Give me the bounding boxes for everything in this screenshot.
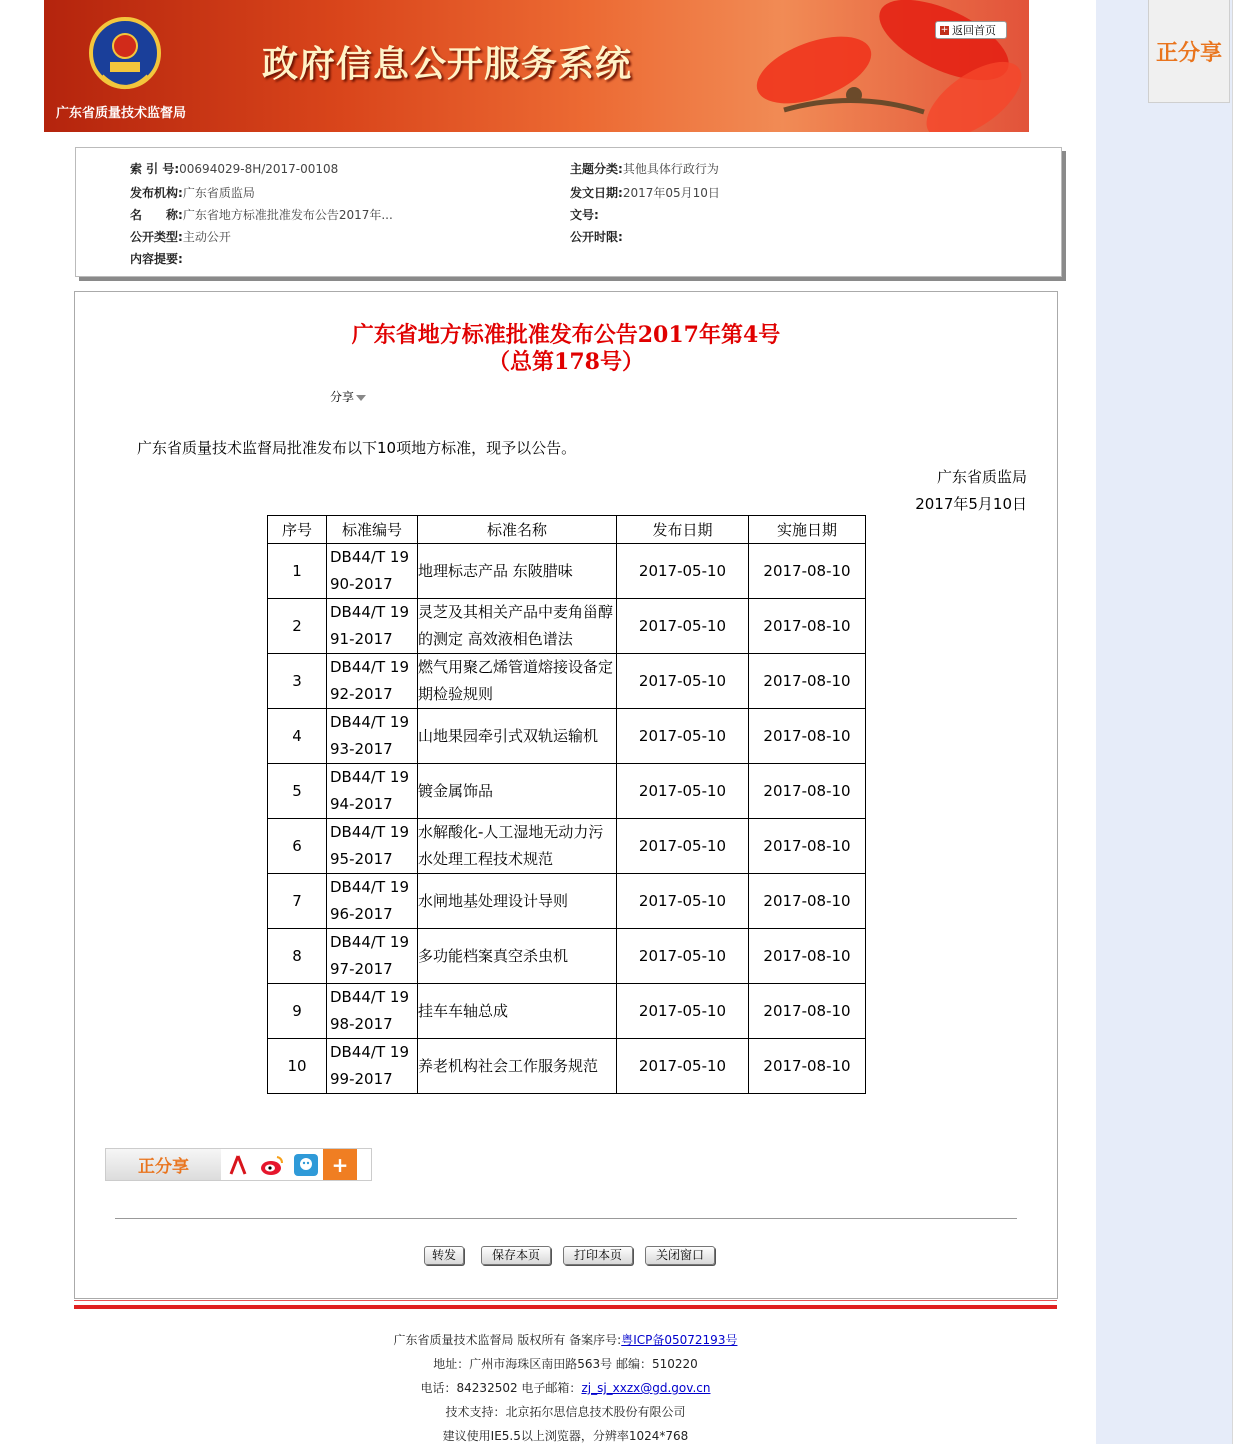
cell-effective-date: 2017-08-10 xyxy=(749,1039,866,1094)
document-content xyxy=(74,291,1058,1299)
intro-text: 广东省质量技术监督局批准发布以下10项地方标准，现予以公告。 xyxy=(137,439,577,457)
col-header: 标准名称 xyxy=(418,516,617,544)
meta-open-limit: 公开时限: xyxy=(570,230,623,244)
side-share-button[interactable]: 正分享 xyxy=(1148,0,1230,103)
cell-code: DB44/T 1996-2017 xyxy=(327,874,418,929)
footer-contact-line xyxy=(74,1376,1057,1400)
table-row xyxy=(268,984,866,1039)
col-header: 序号 xyxy=(268,516,327,544)
table-header-row xyxy=(268,516,866,544)
cell-effective-date: 2017-08-10 xyxy=(749,654,866,709)
phone-text: 电话：84232502 电子邮箱： xyxy=(420,1381,582,1395)
cell-publish-date: 2017-05-10 xyxy=(617,544,749,599)
table-row xyxy=(268,874,866,929)
meta-topic: 主题分类:其他具体行政行为 xyxy=(570,162,719,176)
cell-effective-date: 2017-08-10 xyxy=(749,819,866,874)
table-row xyxy=(268,819,866,874)
cell-name: 镀金属饰品 xyxy=(418,764,617,819)
cell-publish-date: 2017-05-10 xyxy=(617,764,749,819)
cell-code: DB44/T 1997-2017 xyxy=(327,929,418,984)
meta-name: 名 称:广东省地方标准批准发布公告2017年... xyxy=(130,208,393,222)
cell-seq: 1 xyxy=(268,544,327,599)
cell-publish-date: 2017-05-10 xyxy=(617,984,749,1039)
meta-open-type: 公开类型:主动公开 xyxy=(130,230,231,244)
cell-name: 多功能档案真空杀虫机 xyxy=(418,929,617,984)
table-row xyxy=(268,544,866,599)
meta-summary: 内容提要: xyxy=(130,252,183,266)
cell-publish-date: 2017-05-10 xyxy=(617,929,749,984)
meta-publisher: 发布机构:广东省质监局 xyxy=(130,186,255,200)
cell-name: 燃气用聚乙烯管道熔接设备定期检验规则 xyxy=(418,654,617,709)
footer-address: 地址：广州市海珠区南田路563号 邮编：510220 xyxy=(433,1357,698,1371)
cell-seq: 2 xyxy=(268,599,327,654)
cell-publish-date: 2017-05-10 xyxy=(617,874,749,929)
cell-name: 挂车车轴总成 xyxy=(418,984,617,1039)
cell-seq: 5 xyxy=(268,764,327,819)
header-banner xyxy=(44,0,1029,132)
document-subtitle: （总第178号） xyxy=(488,349,644,375)
standards-table xyxy=(267,515,866,1094)
footer-browser-note: 建议使用IE5.5以上浏览器，分辨率1024*768 xyxy=(442,1429,689,1443)
people-icon[interactable] xyxy=(221,1149,255,1180)
org-name: 广东省质量技术监督局 xyxy=(56,106,187,121)
email-link[interactable]: zj_sj_xxzx@gd.gov.cn xyxy=(581,1381,711,1395)
close-window-button[interactable]: 关闭窗口 xyxy=(645,1246,715,1265)
qq-icon[interactable] xyxy=(289,1149,323,1180)
cell-publish-date: 2017-05-10 xyxy=(617,819,749,874)
back-home-label: 返回首页 xyxy=(952,24,996,37)
meta-doc-no: 文号: xyxy=(570,208,599,222)
cell-code: DB44/T 1990-2017 xyxy=(327,544,418,599)
col-header: 标准编号 xyxy=(327,516,418,544)
cell-publish-date: 2017-05-10 xyxy=(617,709,749,764)
cell-effective-date: 2017-08-10 xyxy=(749,709,866,764)
chevron-down-icon xyxy=(356,395,366,401)
share-bar xyxy=(105,1148,372,1181)
footer-divider-thick xyxy=(74,1305,1057,1309)
page-edge xyxy=(1232,0,1251,1444)
table-row xyxy=(268,709,866,764)
document-metadata xyxy=(75,147,1062,277)
table-row xyxy=(268,764,866,819)
cell-seq: 8 xyxy=(268,929,327,984)
cell-effective-date: 2017-08-10 xyxy=(749,599,866,654)
share-bar-label: 正分享 xyxy=(106,1149,221,1180)
cell-name: 养老机构社会工作服务规范 xyxy=(418,1039,617,1094)
cell-seq: 9 xyxy=(268,984,327,1039)
signature-block xyxy=(915,464,1027,518)
cell-code: DB44/T 1993-2017 xyxy=(327,709,418,764)
cell-name: 水解酸化-人工湿地无动力污水处理工程技术规范 xyxy=(418,819,617,874)
table-row xyxy=(268,929,866,984)
share-label: 分享 xyxy=(330,390,355,404)
icp-link[interactable]: 粤ICP备05072193号 xyxy=(621,1333,738,1347)
footer xyxy=(74,1328,1057,1448)
back-home-button[interactable] xyxy=(935,21,1007,39)
cell-seq: 10 xyxy=(268,1039,327,1094)
footer-divider-thin xyxy=(74,1300,1057,1301)
cell-code: DB44/T 1992-2017 xyxy=(327,654,418,709)
cell-effective-date: 2017-08-10 xyxy=(749,984,866,1039)
cell-name: 灵芝及其相关产品中麦角甾醇的测定 高效液相色谱法 xyxy=(418,599,617,654)
cell-seq: 6 xyxy=(268,819,327,874)
cell-name: 水闸地基处理设计导则 xyxy=(418,874,617,929)
meta-date: 发文日期:2017年05月10日 xyxy=(570,186,720,200)
save-page-button[interactable]: 保存本页 xyxy=(481,1246,551,1265)
plus-icon: + xyxy=(940,24,949,35)
cell-effective-date: 2017-08-10 xyxy=(749,764,866,819)
col-header: 实施日期 xyxy=(749,516,866,544)
print-page-button[interactable]: 打印本页 xyxy=(563,1246,633,1265)
cell-effective-date: 2017-08-10 xyxy=(749,874,866,929)
sign-date: 2017年5月10日 xyxy=(915,495,1027,513)
cell-code: DB44/T 1995-2017 xyxy=(327,819,418,874)
share-more-button[interactable]: + xyxy=(323,1149,357,1180)
footer-support: 技术支持：北京拓尔思信息技术股份有限公司 xyxy=(445,1405,686,1419)
cell-publish-date: 2017-05-10 xyxy=(617,599,749,654)
cell-publish-date: 2017-05-10 xyxy=(617,1039,749,1094)
col-header: 发布日期 xyxy=(617,516,749,544)
flower-decoration-icon xyxy=(724,0,1029,132)
forward-button[interactable]: 转发 xyxy=(424,1246,464,1265)
footer-copyright-line xyxy=(74,1328,1057,1352)
table-row xyxy=(268,654,866,709)
cell-seq: 7 xyxy=(268,874,327,929)
system-title: 政府信息公开服务系统 xyxy=(262,43,633,85)
cell-code: DB44/T 1991-2017 xyxy=(327,599,418,654)
cell-name: 地理标志产品 东陂腊味 xyxy=(418,544,617,599)
cell-publish-date: 2017-05-10 xyxy=(617,654,749,709)
emblem-icon xyxy=(88,16,162,96)
right-background xyxy=(1096,0,1251,1444)
table-row xyxy=(268,599,866,654)
cell-name: 山地果园牵引式双轨运输机 xyxy=(418,709,617,764)
copyright-text: 广东省质量技术监督局 版权所有 备案序号: xyxy=(393,1333,622,1347)
cell-effective-date: 2017-08-10 xyxy=(749,929,866,984)
cell-code: DB44/T 1994-2017 xyxy=(327,764,418,819)
share-dropdown[interactable] xyxy=(330,388,366,405)
cell-code: DB44/T 1998-2017 xyxy=(327,984,418,1039)
cell-seq: 3 xyxy=(268,654,327,709)
cell-code: DB44/T 1999-2017 xyxy=(327,1039,418,1094)
table-row xyxy=(268,1039,866,1094)
divider xyxy=(115,1218,1017,1219)
cell-effective-date: 2017-08-10 xyxy=(749,544,866,599)
signer: 广东省质监局 xyxy=(936,468,1027,486)
document-title: 广东省地方标准批准发布公告2017年第4号 xyxy=(351,322,781,348)
cell-seq: 4 xyxy=(268,709,327,764)
weibo-icon[interactable] xyxy=(255,1149,289,1180)
meta-index-no: 索 引 号:00694029-8H/2017-00108 xyxy=(130,162,339,176)
